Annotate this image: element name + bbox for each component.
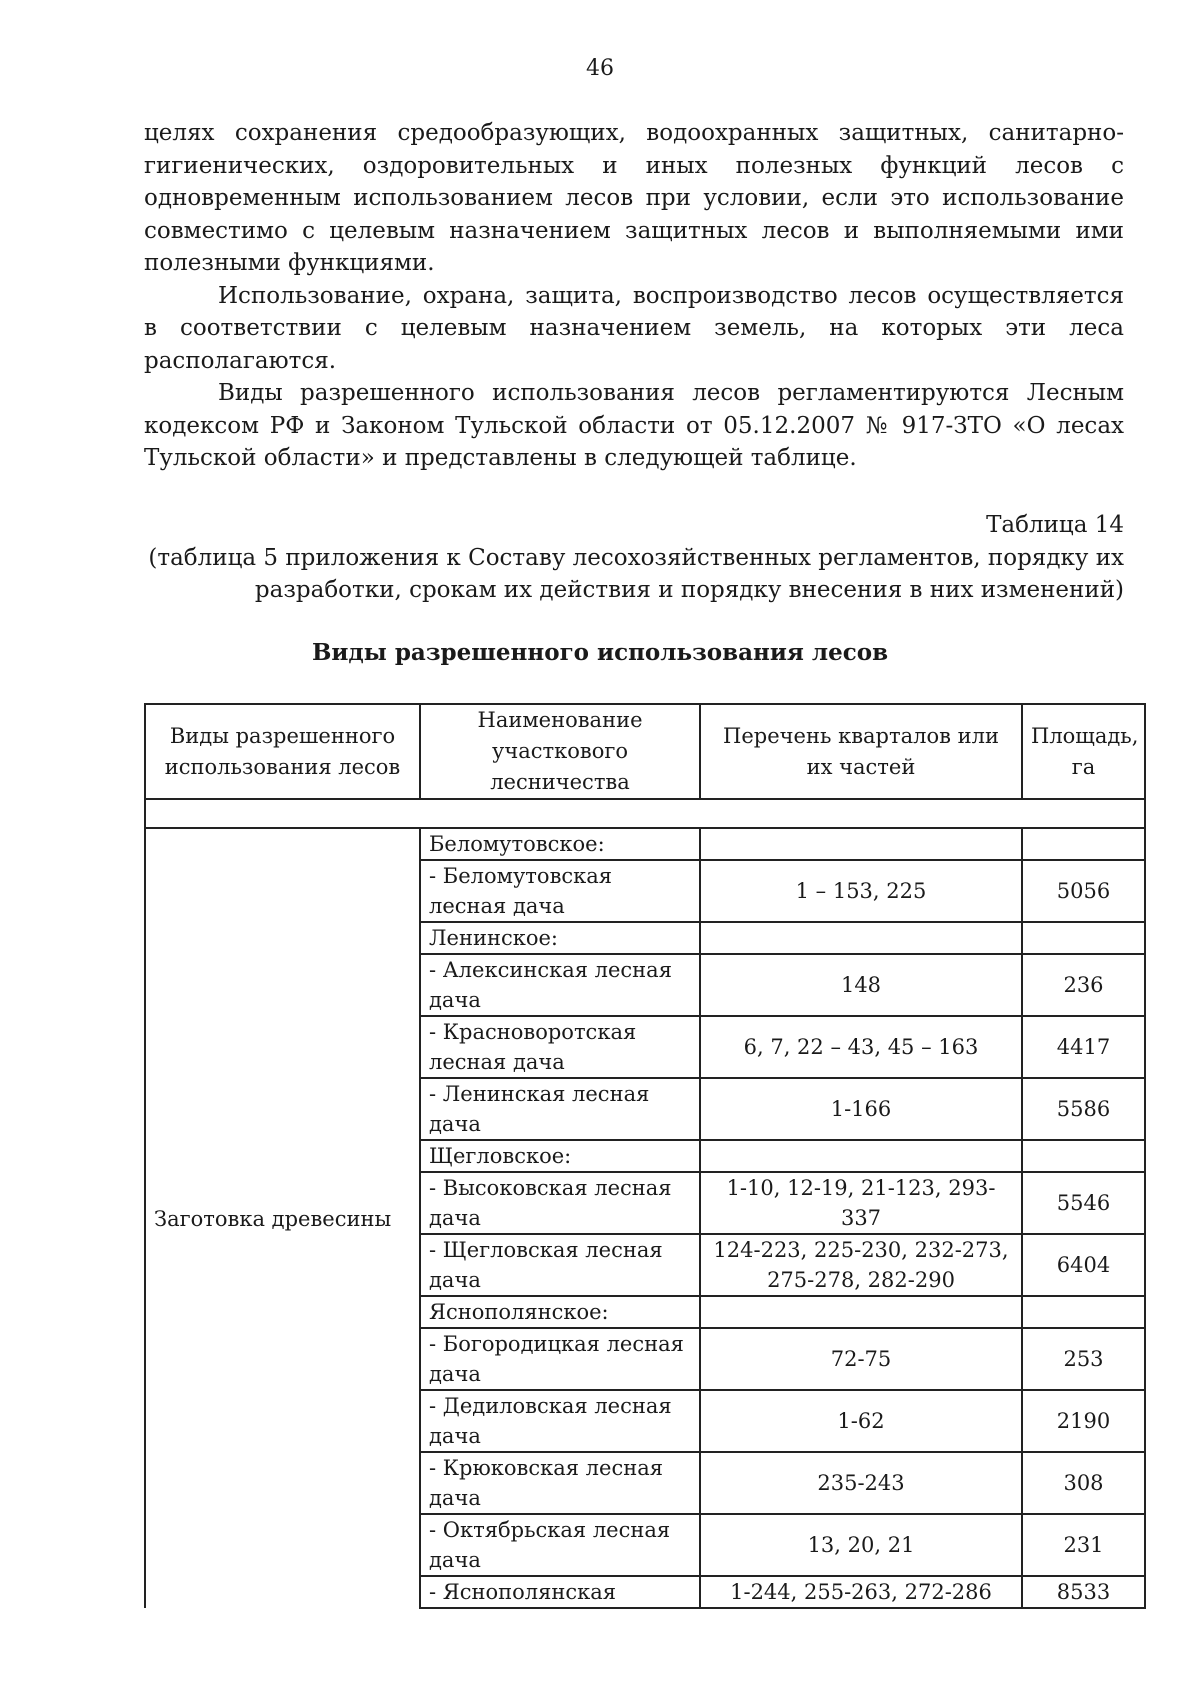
cell-area: 8533 bbox=[1022, 1576, 1145, 1608]
cell-quarters: 1-244, 255-263, 272-286 bbox=[700, 1576, 1022, 1608]
cell-forest-dacha: - Яснополянская bbox=[420, 1576, 700, 1608]
cell-quarters: 124-223, 225-230, 232-273, 275-278, 282-290 bbox=[700, 1234, 1022, 1296]
page-number: 46 bbox=[586, 56, 614, 81]
cell-quarters: 13, 20, 21 bbox=[700, 1514, 1022, 1576]
cell-area: 5586 bbox=[1022, 1078, 1145, 1140]
cell-forest-dacha: - Высоковская лесная дача bbox=[420, 1172, 700, 1234]
cell-area: 231 bbox=[1022, 1514, 1145, 1576]
cell-area: 236 bbox=[1022, 954, 1145, 1016]
paragraph: целях сохранения средообразующих, водоохранных защитных, санитарно-гигиенических, оздоровительных и иных полезных функций лесов с одновременным использованием лесов при условии, если это использование совместимо с целевым назначением защитных лесов и выполняемыми ими полезными функциями. bbox=[144, 120, 1124, 276]
cell-area: 2190 bbox=[1022, 1390, 1145, 1452]
cell-forestry-group: Беломутовское: bbox=[420, 828, 700, 860]
cell-forestry-group: Яснополянское: bbox=[420, 1296, 700, 1328]
table-source-note-line: (таблица 5 приложения к Составу лесохозяйственных регламентов, порядку их bbox=[148, 544, 1124, 571]
cell-quarters: 235-243 bbox=[700, 1452, 1022, 1514]
cell-quarters bbox=[700, 1296, 1022, 1328]
cell-forest-dacha: - Крюковская лесная дача bbox=[420, 1452, 700, 1514]
cell-area: 308 bbox=[1022, 1452, 1145, 1514]
cell-quarters: 1-166 bbox=[700, 1078, 1022, 1140]
cell-area bbox=[1022, 1140, 1145, 1172]
cell-forest-dacha: - Красноворотская лесная дача bbox=[420, 1016, 700, 1078]
cell-quarters bbox=[700, 922, 1022, 954]
cell-forest-dacha: - Ленинская лесная дача bbox=[420, 1078, 700, 1140]
cell-area: 5546 bbox=[1022, 1172, 1145, 1234]
cell-quarters bbox=[700, 828, 1022, 860]
cell-quarters: 1-10, 12-19, 21-123, 293-337 bbox=[700, 1172, 1022, 1234]
cell-quarters: 148 bbox=[700, 954, 1022, 1016]
table-header-row bbox=[145, 704, 1145, 799]
forest-use-table bbox=[144, 703, 1146, 1609]
header-use-type: Виды разрешенного использования лесов bbox=[145, 704, 420, 799]
cell-quarters: 6, 7, 22 – 43, 45 – 163 bbox=[700, 1016, 1022, 1078]
cell-forest-dacha: - Алексинская лесная дача bbox=[420, 954, 700, 1016]
cell-forestry-group: Щегловское: bbox=[420, 1140, 700, 1172]
cell-forestry-group: Ленинское: bbox=[420, 922, 700, 954]
cell-area: 5056 bbox=[1022, 860, 1145, 922]
table-source-note-line: разработки, срокам их действия и порядку внесения в них изменений) bbox=[254, 577, 1124, 603]
cell-forest-dacha: - Дедиловская лесная дача bbox=[420, 1390, 700, 1452]
cell-forest-dacha: - Богородицкая лесная дача bbox=[420, 1328, 700, 1390]
table-spacer-row bbox=[145, 799, 1145, 828]
cell-area: 253 bbox=[1022, 1328, 1145, 1390]
paragraph: Использование, охрана, защита, воспроизводство лесов осуществляется в соответствии с целевым назначением земель, на которых эти леса располагаются. bbox=[144, 282, 1124, 374]
table-caption bbox=[144, 509, 1124, 607]
cell-forest-dacha: - Беломутовская лесная дача bbox=[420, 860, 700, 922]
header-forestry-unit: Наименование участкового лесничества bbox=[420, 704, 700, 799]
cell-area bbox=[1022, 922, 1145, 954]
table-group-row bbox=[145, 828, 1145, 860]
paragraph: Виды разрешенного использования лесов регламентируются Лесным кодексом РФ и Законом Тульской области от 05.12.2007 № 917-ЗТО «О лесах Тульской области» и представлены в следующей таблице. bbox=[144, 380, 1124, 471]
cell-forest-dacha: - Щегловская лесная дача bbox=[420, 1234, 700, 1296]
cell-forest-dacha: - Октябрьская лесная дача bbox=[420, 1514, 700, 1576]
cell-quarters: 1 – 153, 225 bbox=[700, 860, 1022, 922]
header-area: Площадь, га bbox=[1022, 704, 1145, 799]
cell-area: 4417 bbox=[1022, 1016, 1145, 1078]
body-text bbox=[144, 117, 1124, 475]
cell-area bbox=[1022, 828, 1145, 860]
cell-area: 6404 bbox=[1022, 1234, 1145, 1296]
cell-use-type: Заготовка древесины bbox=[145, 828, 420, 1608]
spacer-cell bbox=[145, 799, 1145, 828]
cell-quarters: 1-62 bbox=[700, 1390, 1022, 1452]
table-title: Виды разрешенного использования лесов bbox=[311, 639, 889, 666]
table-number-label: Таблица 14 bbox=[986, 512, 1124, 538]
cell-quarters bbox=[700, 1140, 1022, 1172]
cell-quarters: 72-75 bbox=[700, 1328, 1022, 1390]
header-quarters: Перечень кварталов или их частей bbox=[700, 704, 1022, 799]
cell-area bbox=[1022, 1296, 1145, 1328]
